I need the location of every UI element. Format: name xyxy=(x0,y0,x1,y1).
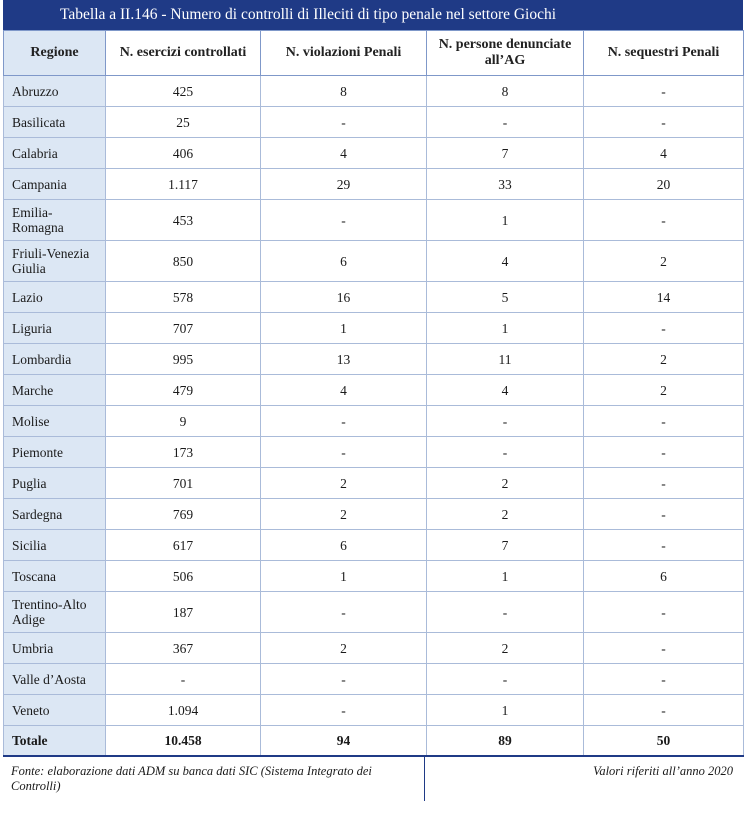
region-cell: Marche xyxy=(4,375,106,406)
region-cell: Lombardia xyxy=(4,344,106,375)
total-row xyxy=(4,726,744,757)
region-cell: Piemonte xyxy=(4,437,106,468)
sequestri-cell: - xyxy=(584,592,744,633)
region-cell: Sicilia xyxy=(4,530,106,561)
table-row xyxy=(4,664,744,695)
esercizi-cell: 9 xyxy=(106,406,261,437)
violazioni-cell: 2 xyxy=(261,633,427,664)
region-cell: Trentino-Alto Adige xyxy=(4,592,106,633)
sequestri-cell: - xyxy=(584,437,744,468)
esercizi-cell: 187 xyxy=(106,592,261,633)
persone-cell: 4 xyxy=(427,241,584,282)
violazioni-cell: 4 xyxy=(261,138,427,169)
source-note: Fonte: elaborazione dati ADM su banca dati SIC (Sistema Integrato dei Controlli) xyxy=(3,757,425,801)
violazioni-cell: 8 xyxy=(261,76,427,107)
esercizi-cell: 707 xyxy=(106,313,261,344)
sequestri-cell: - xyxy=(584,499,744,530)
region-cell: Puglia xyxy=(4,468,106,499)
persone-cell: 1 xyxy=(427,561,584,592)
region-cell: Campania xyxy=(4,169,106,200)
sequestri-cell: 6 xyxy=(584,561,744,592)
persone-cell: 2 xyxy=(427,633,584,664)
violazioni-cell: 2 xyxy=(261,499,427,530)
table-title: Tabella a II.146 - Numero di controlli di Illeciti di tipo penale nel settore Giochi xyxy=(3,0,743,30)
total-esercizi: 10.458 xyxy=(106,726,261,757)
sequestri-cell: - xyxy=(584,695,744,726)
sequestri-cell: - xyxy=(584,664,744,695)
region-cell: Valle d’Aosta xyxy=(4,664,106,695)
persone-cell: 33 xyxy=(427,169,584,200)
persone-cell: - xyxy=(427,107,584,138)
header-sequestri: N. sequestri Penali xyxy=(584,31,744,76)
persone-cell: - xyxy=(427,592,584,633)
region-cell: Lazio xyxy=(4,282,106,313)
violazioni-cell: 6 xyxy=(261,530,427,561)
violazioni-cell: - xyxy=(261,695,427,726)
violazioni-cell: 6 xyxy=(261,241,427,282)
table-row xyxy=(4,241,744,282)
esercizi-cell: 367 xyxy=(106,633,261,664)
violazioni-cell: 1 xyxy=(261,561,427,592)
esercizi-cell: 578 xyxy=(106,282,261,313)
sequestri-cell: - xyxy=(584,633,744,664)
sequestri-cell: 20 xyxy=(584,169,744,200)
persone-cell: 4 xyxy=(427,375,584,406)
region-cell: Veneto xyxy=(4,695,106,726)
header-regione: Regione xyxy=(4,31,106,76)
esercizi-cell: 453 xyxy=(106,200,261,241)
table-row xyxy=(4,169,744,200)
esercizi-cell: 479 xyxy=(106,375,261,406)
esercizi-cell: 425 xyxy=(106,76,261,107)
esercizi-cell: 506 xyxy=(106,561,261,592)
total-persone: 89 xyxy=(427,726,584,757)
table-row xyxy=(4,592,744,633)
region-cell: Molise xyxy=(4,406,106,437)
table-row xyxy=(4,138,744,169)
region-cell: Liguria xyxy=(4,313,106,344)
table-footer xyxy=(3,757,743,801)
esercizi-cell: 1.117 xyxy=(106,169,261,200)
region-cell: Basilicata xyxy=(4,107,106,138)
esercizi-cell: - xyxy=(106,664,261,695)
sequestri-cell: 2 xyxy=(584,344,744,375)
sequestri-cell: - xyxy=(584,530,744,561)
region-cell: Friuli-Venezia Giulia xyxy=(4,241,106,282)
persone-cell: 1 xyxy=(427,313,584,344)
table-row xyxy=(4,499,744,530)
table-row xyxy=(4,406,744,437)
table-row xyxy=(4,282,744,313)
table-row xyxy=(4,76,744,107)
sequestri-cell: 4 xyxy=(584,138,744,169)
esercizi-cell: 995 xyxy=(106,344,261,375)
violazioni-cell: 4 xyxy=(261,375,427,406)
table-row xyxy=(4,561,744,592)
table-row xyxy=(4,633,744,664)
header-row xyxy=(4,31,744,76)
sequestri-cell: - xyxy=(584,200,744,241)
persone-cell: 8 xyxy=(427,76,584,107)
violazioni-cell: 1 xyxy=(261,313,427,344)
esercizi-cell: 1.094 xyxy=(106,695,261,726)
persone-cell: 5 xyxy=(427,282,584,313)
persone-cell: - xyxy=(427,664,584,695)
sequestri-cell: - xyxy=(584,406,744,437)
sequestri-cell: 2 xyxy=(584,241,744,282)
sequestri-cell: - xyxy=(584,107,744,138)
esercizi-cell: 701 xyxy=(106,468,261,499)
violazioni-cell: 2 xyxy=(261,468,427,499)
sequestri-cell: 2 xyxy=(584,375,744,406)
esercizi-cell: 173 xyxy=(106,437,261,468)
region-cell: Calabria xyxy=(4,138,106,169)
table-row xyxy=(4,437,744,468)
violazioni-cell: - xyxy=(261,406,427,437)
region-cell: Sardegna xyxy=(4,499,106,530)
violazioni-cell: - xyxy=(261,437,427,468)
esercizi-cell: 617 xyxy=(106,530,261,561)
total-label: Totale xyxy=(4,726,106,757)
persone-cell: 7 xyxy=(427,530,584,561)
region-cell: Emilia-Romagna xyxy=(4,200,106,241)
persone-cell: 2 xyxy=(427,499,584,530)
esercizi-cell: 769 xyxy=(106,499,261,530)
persone-cell: - xyxy=(427,406,584,437)
persone-cell: 1 xyxy=(427,200,584,241)
persone-cell: - xyxy=(427,437,584,468)
persone-cell: 2 xyxy=(427,468,584,499)
violazioni-cell: 13 xyxy=(261,344,427,375)
violazioni-cell: 16 xyxy=(261,282,427,313)
table-row xyxy=(4,200,744,241)
sequestri-cell: - xyxy=(584,468,744,499)
violazioni-cell: 29 xyxy=(261,169,427,200)
persone-cell: 7 xyxy=(427,138,584,169)
header-esercizi: N. esercizi controllati xyxy=(106,31,261,76)
table-row xyxy=(4,313,744,344)
sequestri-cell: - xyxy=(584,76,744,107)
table-row xyxy=(4,530,744,561)
region-cell: Umbria xyxy=(4,633,106,664)
table-row xyxy=(4,107,744,138)
header-violazioni: N. violazioni Penali xyxy=(261,31,427,76)
persone-cell: 11 xyxy=(427,344,584,375)
violazioni-cell: - xyxy=(261,592,427,633)
sequestri-cell: - xyxy=(584,313,744,344)
esercizi-cell: 406 xyxy=(106,138,261,169)
header-persone: N. persone denunciate all’AG xyxy=(427,31,584,76)
violazioni-cell: - xyxy=(261,107,427,138)
persone-cell: 1 xyxy=(427,695,584,726)
esercizi-cell: 25 xyxy=(106,107,261,138)
data-table xyxy=(3,30,744,757)
region-cell: Abruzzo xyxy=(4,76,106,107)
esercizi-cell: 850 xyxy=(106,241,261,282)
table-row xyxy=(4,375,744,406)
table-row xyxy=(4,695,744,726)
violazioni-cell: - xyxy=(261,200,427,241)
violazioni-cell: - xyxy=(261,664,427,695)
table-row xyxy=(4,344,744,375)
table-container xyxy=(3,0,743,801)
total-violazioni: 94 xyxy=(261,726,427,757)
table-row xyxy=(4,468,744,499)
year-note: Valori riferiti all’anno 2020 xyxy=(593,764,733,778)
sequestri-cell: 14 xyxy=(584,282,744,313)
region-cell: Toscana xyxy=(4,561,106,592)
total-sequestri: 50 xyxy=(584,726,744,757)
